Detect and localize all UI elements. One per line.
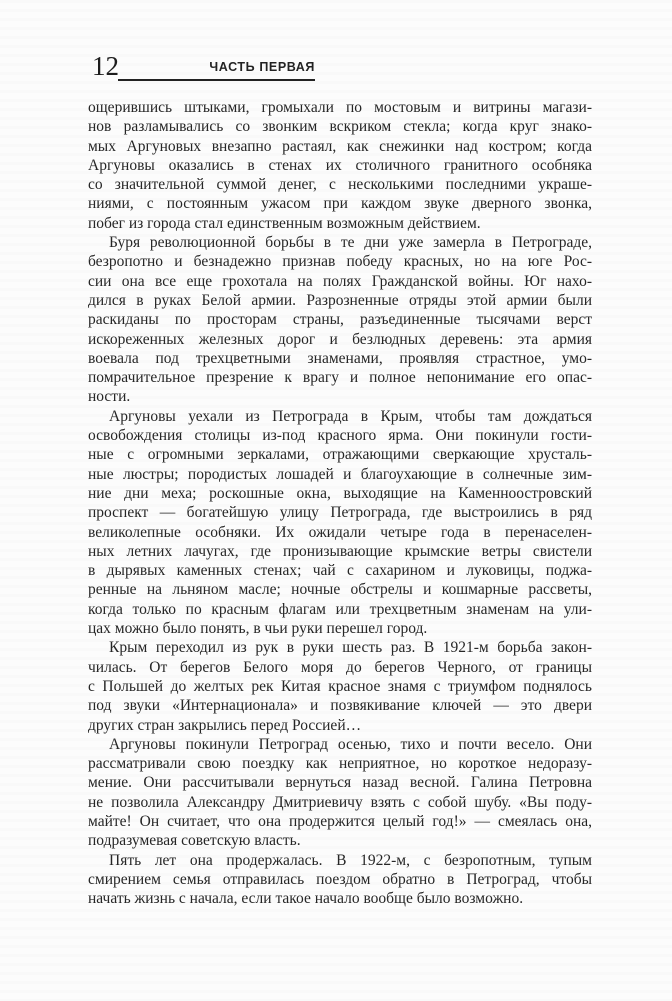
text-line: цах можно было понять, в чьи руки перешел город. (88, 620, 428, 638)
page-body (88, 98, 592, 908)
text-line: помрачительное презрение к врагу и полное непонимание его опас- (88, 369, 592, 387)
text-line: искореженных железных дорог и безлюдных деревень: эта армия (88, 330, 592, 348)
text-line: Крым переходил из рук в руки шесть раз. В 1921-м борьба закон- (109, 639, 592, 657)
text-line: дился в руках Белой армии. Разрозненные отряды этой армии были (88, 291, 592, 309)
running-head (118, 58, 315, 81)
text-line: начать жизнь с начала, если такое начало вообще было возможно. (88, 890, 524, 908)
text-line: великолепные особняки. Их ожидали четыре года в перенаселен- (88, 523, 592, 541)
text-line: ние дни меха; роскошные окна, выходящие на Каменноостровский (88, 484, 592, 502)
text-line: ощерившись штыками, громыхали по мостовым и витрины магази- (88, 99, 592, 116)
text-line: в дырявых каменных стенах; чай с сахарином и луковицы, поджа- (88, 562, 592, 580)
text-line: освобождения столицы из-под красного ярма. Они покинули гости- (88, 427, 592, 445)
text-line: смирением семья отправилась поездом обратно в Петроград, чтобы (88, 870, 592, 888)
text-line: Буря революционной борьбы в те дни уже замерла в Петрограде, (109, 234, 592, 252)
text-line: когда только по красным флагам или трехцветным знаменам на ули- (88, 600, 592, 618)
text-line: Аргуновы оказались в стенах их столичного гранитного особняка (88, 156, 592, 174)
text-line: Пять лет она продержалась. В 1922-м, с безропотным, тупым (109, 851, 592, 869)
text-line: с Польшей до желтых рек Китая красное знамя с триумфом поднялось (88, 677, 592, 695)
text-line: мых Аргуновых внезапно растаял, как снежинки над костром; когда (88, 137, 592, 155)
paragraph (88, 851, 592, 909)
text-line: чилась. От берегов Белого моря до берегов Черного, от границы (88, 658, 592, 676)
text-line: Аргуновы уехали из Петрограда в Крым, чтобы там дождаться (109, 407, 592, 425)
text-line: ниями, с постоянным ужасом при каждом звуке дверного звонка, (88, 195, 592, 213)
page-number: 12 (92, 51, 119, 81)
text-line: под звуки «Интернационала» и позвякивание ключей — это двери (88, 697, 592, 715)
text-line: ные люстры; породистых лошадей и благоухающие в солнечные зим- (88, 465, 592, 483)
text-line: ные с огромными зеркалами, отражающими сверкающие хрусталь- (88, 446, 592, 464)
text-line: Аргуновы покинули Петроград осенью, тихо и почти весело. Они (109, 735, 592, 753)
text-line: мение. Они рассчитывали вернуться назад весной. Галина Петровна (88, 774, 592, 792)
text-line: безропотно и безнадежно признав победу красных, но на юге Рос- (88, 253, 592, 271)
paragraph (88, 407, 592, 639)
text-line: нов разламывались со звонким вскриком стекла; когда круг знако- (88, 118, 592, 136)
text-line: рассматривали свою поездку как неприятное, но короткое недоразу- (88, 755, 592, 773)
text-line: воевала под трехцветными знаменами, проявляя страстное, умо- (88, 349, 592, 367)
text-line: ных летних лачугах, где пронизывающие крымские ветры свистели (88, 542, 592, 560)
paragraph (88, 638, 592, 734)
text-line: ренные на льняном масле; ночные обстрелы и кошмарные рассветы, (88, 581, 592, 599)
text-line: сии она все еще грохотала на полях Гражданской войны. Юг нахо- (88, 272, 592, 290)
paragraph (88, 233, 592, 407)
running-head-title: ЧАСТЬ ПЕРВАЯ (209, 60, 315, 74)
text-line: других стран закрылись перед Россией… (88, 716, 362, 734)
text-line: майте! Он считает, что она продержится целый год!» — смеялась она, (88, 812, 592, 830)
text-line: проспект — богатейшую улицу Петрограда, где выстроились в ряд (88, 504, 592, 522)
text-line: раскиданы по просторам страны, разъединенные тысячами верст (88, 311, 592, 329)
text-line: подразумевая советскую власть. (88, 832, 301, 850)
text-line: не позволила Александру Дмитриевичу взять с собой шубу. «Вы поду- (88, 793, 592, 811)
paragraph (88, 98, 592, 233)
text-line: побег из города стал единственным возможным действием. (88, 214, 481, 232)
text-line: со значительной суммой денег, с несколькими последними украше- (88, 176, 592, 194)
paragraph (88, 735, 592, 851)
text-line: ности. (88, 388, 131, 406)
